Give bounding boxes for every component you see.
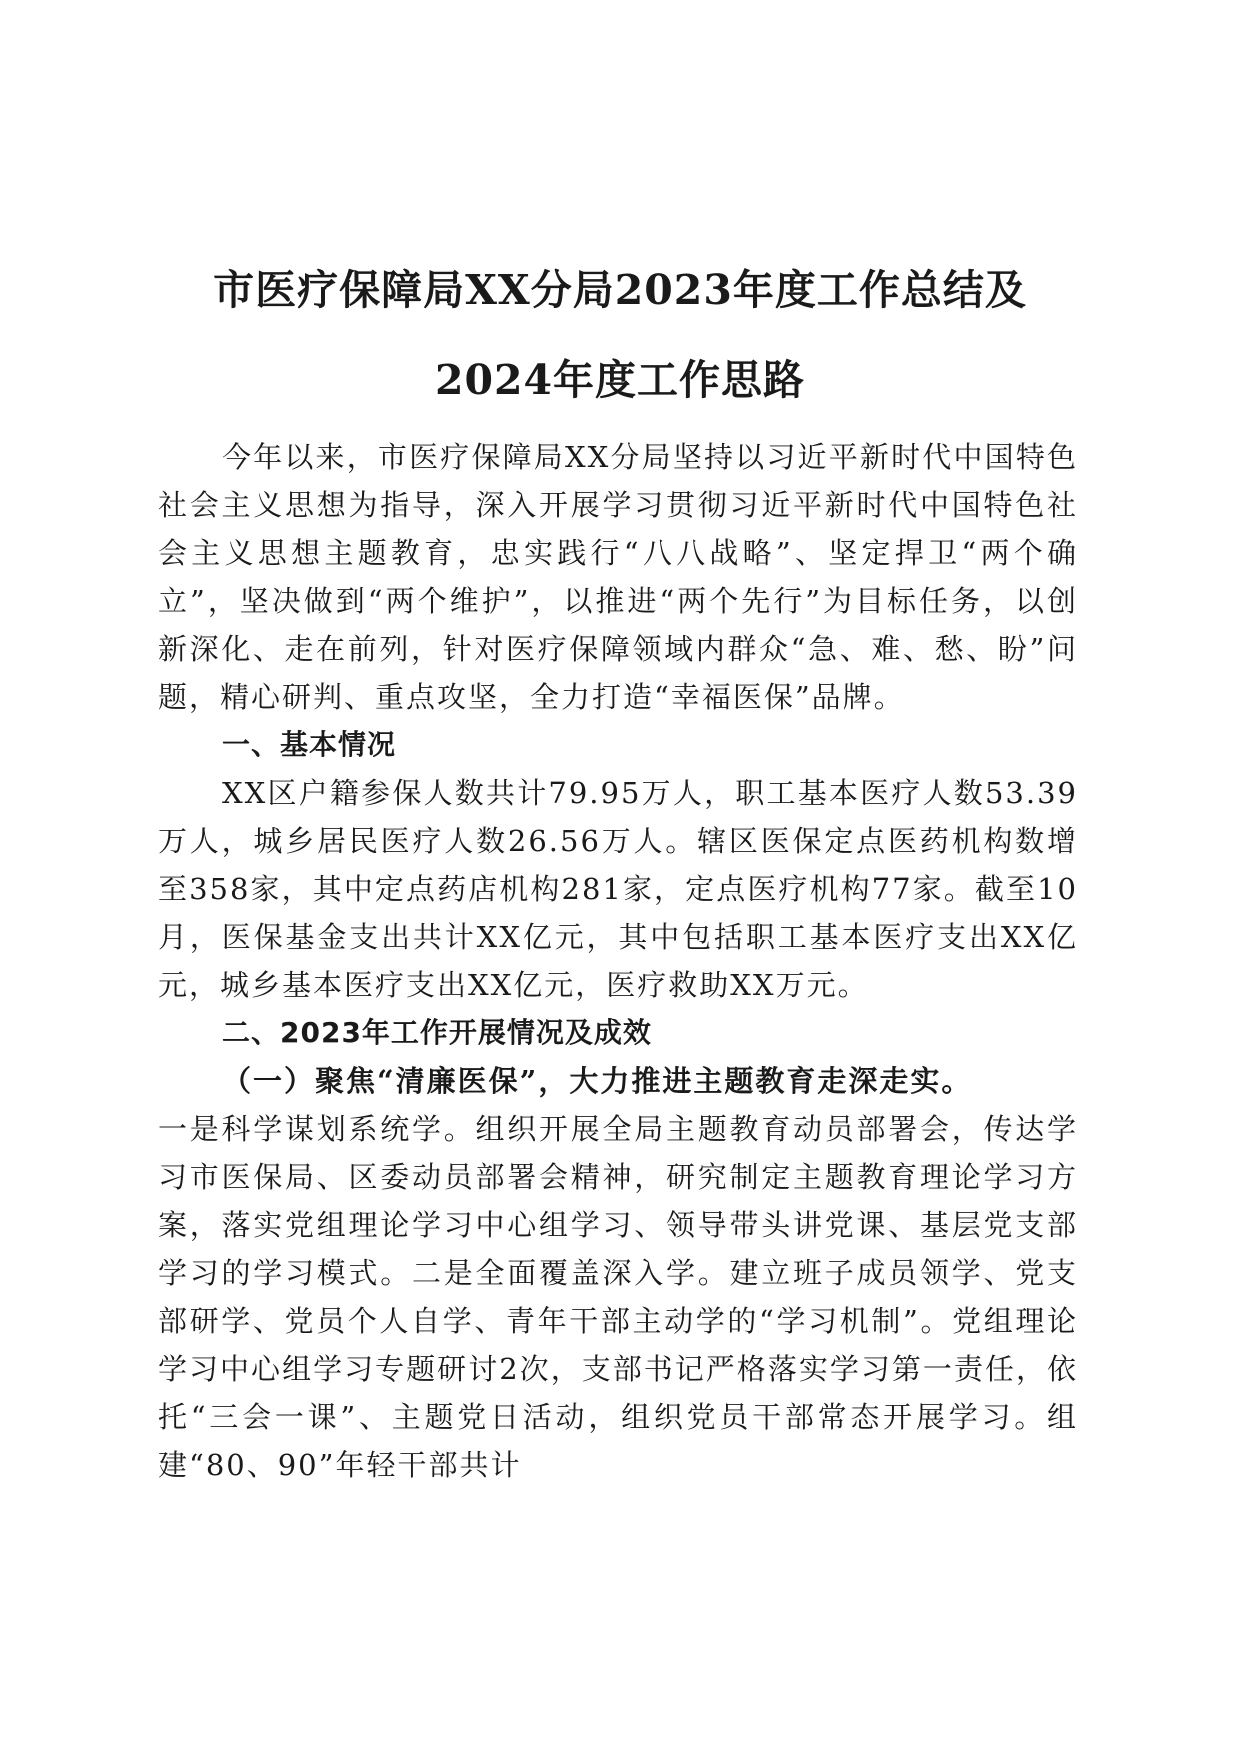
document-title-line-1: 市医疗保障局XX分局2023年度工作总结及 [213, 266, 1027, 314]
document-body [158, 433, 1078, 1489]
section-1-paragraph: XX区户籍参保人数共计79.95万人，职工基本医疗人数53.39万人，城乡居民医疗人数26.56万人。辖区医保定点医药机构数增至358家，其中定点药店机构281家，定点医疗机构77家。截至10月，医保基金支出共计XX亿元，其中包括职工基本医疗支出XX亿元，城乡基本医疗支出XX亿元，医疗救助XX万元。 [158, 776, 1078, 1002]
section-2-subheading-1: （一）聚焦“清廉医保”，大力推进主题教育走深走实。 [222, 1064, 973, 1098]
section-1-heading: 一、基本情况 [222, 728, 397, 761]
intro-paragraph: 今年以来，市医疗保障局XX分局坚持以习近平新时代中国特色社会主义思想为指导，深入开展学习贯彻习近平新时代中国特色社会主义思想主题教育，忠实践行“八八战略”、坚定捍卫“两个确立”，坚决做到“两个维护”，以推进“两个先行”为目标任务，以创新深化、走在前列，针对医疗保障领域内群众“急、难、愁、盼”问题，精心研判、重点攻坚，全力打造“幸福医保”品牌。 [158, 440, 1078, 714]
section-2-heading: 二、2023年工作开展情况及成效 [222, 1016, 652, 1049]
document-title-line-2: 2024年度工作思路 [434, 356, 806, 404]
section-2-paragraph-1: 一是科学谋划系统学。组织开展全局主题教育动员部署会，传达学习市医保局、区委动员部署会精神，研究制定主题教育理论学习方案，落实党组理论学习中心组学习、领导带头讲党课、基层党支部学习的学习模式。二是全面覆盖深入学。建立班子成员领学、党支部研学、党员个人自学、青年干部主动学的“学习机制”。党组理论学习中心组学习专题研讨2次，支部书记严格落实学习第一责任，依托“三会一课”、主题党日活动，组织党员干部常态开展学习。组建“80、90”年轻干部共计 [158, 1112, 1078, 1482]
